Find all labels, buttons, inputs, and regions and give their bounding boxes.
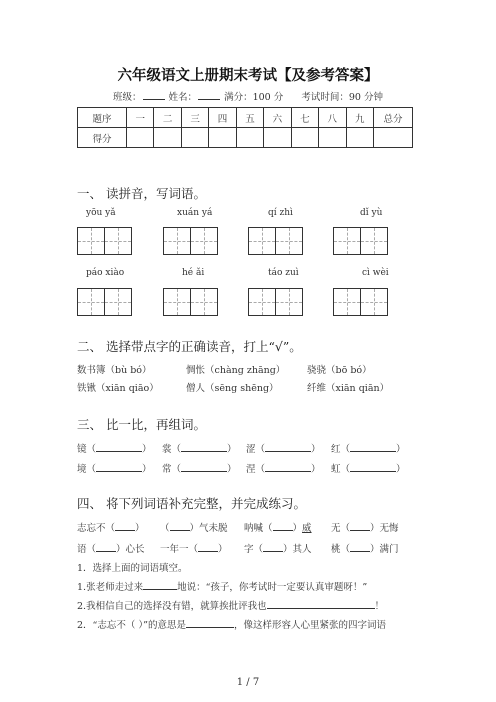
pinyin-label: hé ǎi — [182, 268, 205, 278]
reading-choice[interactable]: 纤维（xiān qiān） — [307, 383, 390, 394]
idiom-text: 一年一（ — [160, 544, 199, 555]
answer-blank[interactable] — [350, 462, 396, 472]
page-number: 1 / 7 — [236, 677, 260, 688]
writing-box[interactable] — [77, 227, 105, 255]
header-cell: 一 — [127, 108, 154, 128]
reading-choice[interactable]: 铁锹（xiān qiāo） — [77, 383, 159, 394]
answer-blank[interactable] — [186, 618, 234, 628]
writing-box[interactable] — [275, 288, 303, 316]
score-table-header-row — [78, 108, 413, 128]
pinyin-label: qí zhì — [268, 208, 293, 218]
name-blank[interactable] — [198, 91, 220, 100]
question-1: 1．选择上面的词语填空。 — [77, 563, 188, 574]
paren-close: ） — [142, 464, 152, 475]
question-1-2 — [77, 598, 384, 612]
answer-blank[interactable] — [96, 462, 142, 472]
compare-item — [162, 461, 237, 475]
full-score: 满分：100 分 — [224, 92, 284, 103]
section3-heading: 三、 比一比，再组词。 — [77, 417, 206, 432]
char-label: 涅（ — [246, 464, 266, 475]
question-1-1 — [77, 579, 367, 593]
idiom-item — [244, 520, 312, 534]
section1-heading: 一、 读拼音，写词语。 — [77, 186, 206, 201]
question-text: ，像这样形容人心里紧张的四字词语 — [234, 620, 387, 631]
header-cell: 四 — [209, 108, 236, 128]
answer-blank[interactable] — [115, 521, 135, 531]
paren-close: ） — [311, 464, 321, 475]
score-cell[interactable] — [236, 128, 263, 148]
score-table — [77, 107, 413, 148]
answer-blank[interactable] — [265, 462, 311, 472]
question-2 — [77, 617, 386, 631]
page-title: 六年级语文上册期末考试【及参考答案】 — [117, 67, 379, 84]
pinyin-label: táo zuì — [268, 268, 299, 278]
question-text: 地说：“孩子，你考试时一定要认真审题呀！” — [177, 582, 368, 593]
header-cell: 八 — [319, 108, 346, 128]
compare-item — [77, 461, 152, 475]
writing-box[interactable] — [77, 288, 105, 316]
compare-item — [331, 461, 406, 475]
pinyin-label: yōu yǎ — [86, 208, 116, 218]
pinyin-label: xuán yá — [177, 208, 213, 218]
idiom-item — [160, 520, 228, 534]
idiom-item — [77, 520, 145, 534]
pinyin-label: dǐ yù — [360, 208, 383, 218]
writing-box[interactable] — [275, 227, 303, 255]
reading-choice[interactable]: 僧人（sēng shēng） — [186, 383, 279, 394]
score-cell[interactable] — [374, 128, 413, 148]
paren-close: ） — [396, 464, 406, 475]
reading-choice[interactable]: 惆怅（chàng zhāng） — [186, 365, 286, 376]
header-cell: 二 — [154, 108, 181, 128]
answer-blank[interactable] — [265, 442, 311, 452]
exam-info-line — [0, 89, 496, 103]
compare-item — [331, 441, 406, 455]
score-table-score-row — [78, 128, 413, 148]
answer-blank[interactable] — [267, 599, 375, 609]
answer-blank[interactable] — [181, 462, 227, 472]
compare-item — [246, 441, 321, 455]
idiom-text: ）满门 — [370, 544, 399, 555]
question-text: 1.张老师走过来 — [77, 582, 144, 593]
header-cell: 题序 — [78, 108, 127, 128]
idiom-item — [244, 541, 312, 555]
answer-blank[interactable] — [170, 521, 190, 531]
section2-heading: 二、 选择带点字的正确读音，打上“√”。 — [77, 339, 302, 354]
header-cell: 总分 — [374, 108, 413, 128]
char-label: 镜（ — [77, 444, 97, 455]
reading-choice[interactable]: 数书簿（bù bó） — [77, 365, 152, 376]
answer-blank[interactable] — [350, 442, 396, 452]
answer-blank[interactable] — [181, 442, 227, 452]
writing-box[interactable] — [104, 227, 132, 255]
header-cell: 六 — [264, 108, 291, 128]
idiom-text: 桃（ — [331, 544, 351, 555]
compare-item — [77, 441, 152, 455]
idiom-text: 志忘不（ — [77, 523, 116, 534]
idiom-text: （ — [160, 523, 170, 534]
class-label: 班级： — [113, 92, 142, 103]
char-label: 虹（ — [331, 464, 351, 475]
idiom-text: ） — [135, 523, 145, 534]
score-cell[interactable] — [209, 128, 236, 148]
class-blank[interactable] — [143, 91, 165, 100]
idiom-item — [160, 541, 228, 555]
answer-blank[interactable] — [263, 542, 283, 552]
idiom-text: 威 — [302, 523, 312, 534]
writing-box[interactable] — [248, 288, 276, 316]
idiom-text: ） — [218, 544, 228, 555]
score-cell[interactable] — [346, 128, 374, 148]
reading-choice[interactable]: 骁骁（bō bó） — [307, 365, 372, 376]
header-cell: 九 — [346, 108, 374, 128]
answer-blank[interactable] — [273, 521, 293, 531]
answer-blank[interactable] — [96, 442, 142, 452]
idiom-text: ）气未脱 — [189, 523, 228, 534]
paren-close: ） — [311, 444, 321, 455]
char-label: 裳（ — [162, 444, 182, 455]
idiom-text: 无（ — [331, 523, 351, 534]
writing-box[interactable] — [190, 227, 218, 255]
paren-close: ） — [142, 444, 152, 455]
name-label: 姓名： — [168, 92, 198, 103]
idiom-text: ）无悔 — [370, 523, 399, 534]
question-text: 2.我相信自己的选择没有错，就算挨批评我也 — [77, 601, 267, 612]
score-cell[interactable] — [319, 128, 346, 148]
answer-blank[interactable] — [350, 521, 370, 531]
idiom-text: 字（ — [244, 544, 264, 555]
question-text: 2．“志忘不（ ）”的意思是 — [77, 620, 187, 631]
idiom-text: 呐喊（ — [244, 523, 273, 534]
pinyin-label: cì wèi — [362, 268, 389, 278]
writing-box[interactable] — [333, 288, 361, 316]
char-label: 红（ — [331, 444, 351, 455]
score-row-label: 得分 — [78, 128, 127, 148]
answer-blank[interactable] — [350, 542, 370, 552]
idiom-text: 语（ — [77, 544, 97, 555]
writing-box[interactable] — [248, 227, 276, 255]
score-cell[interactable] — [181, 128, 208, 148]
score-cell[interactable] — [291, 128, 318, 148]
idiom-text: ）心长 — [116, 544, 145, 555]
idiom-item — [331, 541, 399, 555]
score-cell[interactable] — [127, 128, 154, 148]
idiom-text: ）其人 — [283, 544, 312, 555]
paren-close: ） — [396, 444, 406, 455]
writing-box[interactable] — [333, 227, 361, 255]
idiom-item — [77, 541, 145, 555]
writing-box[interactable] — [190, 288, 218, 316]
writing-box[interactable] — [163, 288, 191, 316]
compare-item — [162, 441, 237, 455]
writing-box[interactable] — [360, 227, 388, 255]
score-cell[interactable] — [154, 128, 181, 148]
header-cell: 七 — [291, 108, 318, 128]
exam-time: 考试时间：90 分钟 — [301, 92, 383, 103]
answer-blank[interactable] — [198, 542, 218, 552]
idiom-item — [331, 520, 399, 534]
char-label: 境（ — [77, 464, 97, 475]
pinyin-label: páo xiào — [86, 268, 125, 278]
header-cell: 五 — [236, 108, 263, 128]
answer-blank[interactable] — [143, 580, 177, 590]
answer-blank[interactable] — [96, 542, 116, 552]
paren-close: ） — [227, 444, 237, 455]
compare-item — [246, 461, 321, 475]
header-cell: 三 — [181, 108, 208, 128]
writing-box[interactable] — [163, 227, 191, 255]
char-label: 涩（ — [246, 444, 266, 455]
writing-box[interactable] — [104, 288, 132, 316]
writing-box[interactable] — [360, 288, 388, 316]
paren-close: ） — [227, 464, 237, 475]
idiom-text: ） — [292, 523, 303, 534]
score-cell[interactable] — [264, 128, 291, 148]
char-label: 常（ — [162, 464, 182, 475]
section4-heading: 四、 将下列词语补充完整，并完成练习。 — [77, 496, 306, 511]
question-text: ！ — [374, 601, 385, 612]
